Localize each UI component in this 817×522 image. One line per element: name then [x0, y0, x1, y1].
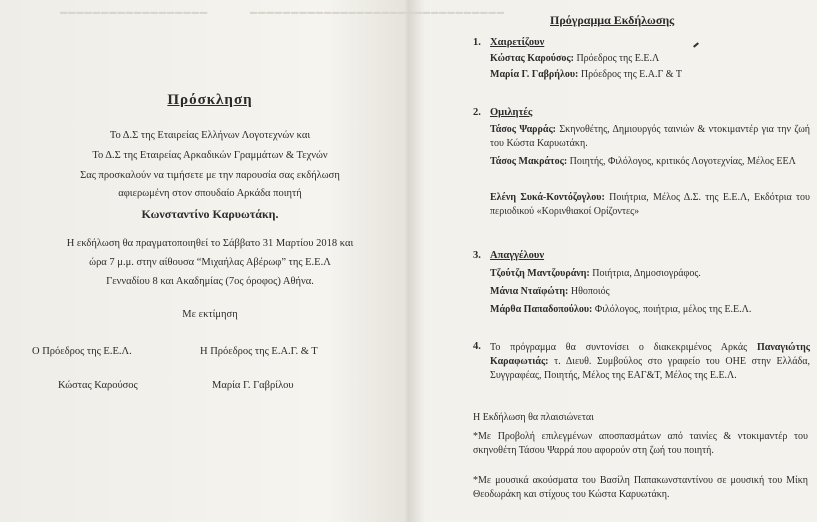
footer-line: *Με Προβολή επιλεγμένων αποσπασμάτων από ταινίες & ντοκιμαντέρ του σκηνοθέτη Τάσου Ψαρρά που αφορούν στη ζωή του ποιητή. [473, 431, 808, 456]
program-entry [490, 68, 810, 82]
pen-mark [693, 42, 699, 47]
invitation-title: Πρόσκληση [167, 92, 253, 108]
entry-name: Μάνια Νταϊφώτη: [490, 286, 569, 297]
intro-line: Σας προσκαλούν να τιμήσετε με την παρουσία σας εκδήλωση [80, 170, 340, 181]
section-heading: Χαιρετίζουν [490, 37, 545, 48]
signatory-name-2: Μαρία Γ. Γαβρίλου [212, 380, 294, 391]
signatory-role-2: Η Πρόεδρος της Ε.Α.Γ. & Τ [200, 346, 318, 357]
program-entry [490, 303, 810, 317]
intro-line: Το Δ.Σ της Εταιρείας Ελλήνων Λογοτεχνών και [109, 130, 311, 141]
coordinator-bio: τ. Διευθ. Συμβούλος στο γραφείο του ΟΗΕ στην Ελλάδα, Συγγραφέας, Ποιητής, Μέλος της ΕΑΓ&Τ, Μέλος της Ε.Ε.Λ. [490, 356, 810, 381]
intro-line: αφιερωμένη στον σπουδαίο Αρκάδα ποιητή [118, 188, 302, 199]
section-number: 4. [473, 341, 481, 352]
program-entry [490, 52, 810, 66]
program-entry [490, 155, 810, 169]
entry-text: Ποιήτρια, Μέλος Δ.Σ. της Ε.Ε.Λ, Εκδότρια του περιοδικού «Κορινθιακοί Ορίζοντες» [490, 192, 810, 217]
entry-text: Ηθοποιός [568, 286, 610, 297]
program-entry [490, 285, 810, 299]
footer-line: *Με μουσικά ακούσματα του Βασίλη Παπακωνσταντίνου σε μουσική του Μίκη Θεοδωράκη και στίχους του Κώστα Καρυωτάκη. [473, 475, 808, 500]
entry-text: Πρόεδρος της Ε.Ε.Λ [573, 53, 660, 64]
entry-name: Ελένη Συκά-Κοντόζογλου: [490, 192, 605, 203]
entry-text: Σκηνοθέτης, Δημιουργός ταινιών & ντοκιμαντέρ για την ζωή του Κώστα Καρυωτάκη. [490, 124, 810, 149]
event-line: Γενναδίου 8 και Ακαδημίας (7ος όροφος) Αθήνα. [106, 276, 314, 287]
program-entry [490, 267, 810, 281]
entry-text: Ποιήτρια, Δημοσιογράφος. [589, 268, 701, 279]
footer-line: Η Εκδήλωση θα πλαισιώνεται [473, 412, 594, 423]
show-through-right: ━━━━━━━━━━━━━━━━━━━━━━━━━━━━━━━ [250, 6, 505, 20]
entry-name: Κώστας Καρούσος: [490, 53, 574, 64]
program-entry [490, 191, 810, 219]
section-heading: Απαγγέλουν [490, 250, 545, 261]
entry-name: Τάσος Ψαρράς: [490, 124, 556, 135]
event-line: Η εκδήλωση θα πραγματοποιηθεί το Σάββατο 31 Μαρτίου 2018 και [66, 238, 354, 249]
signatory-role-1: Ο Πρόεδρος της Ε.Ε.Λ. [32, 346, 132, 357]
coordinator-name: Παναγιώτης Καραφωτιάς: [490, 342, 810, 367]
section-number: 3. [473, 250, 481, 261]
signatory-name-1: Κώστας Καρούσος [58, 380, 138, 391]
coordinator-text [490, 341, 810, 383]
section-heading: Ομιλητές [490, 107, 533, 118]
program-entry [490, 123, 810, 151]
program-title: Πρόγραμμα Εκδήλωσης [550, 13, 675, 27]
section-number: 1. [473, 37, 481, 48]
section-number: 2. [473, 107, 481, 118]
honoree-name: Κωνσταντίνο Καρυωτάκη. [141, 207, 279, 221]
entry-text: Φιλόλογος, ποιήτρια, μέλος της Ε.Ε.Λ. [592, 304, 752, 315]
entry-name: Μαρία Γ. Γαβρήλου: [490, 69, 579, 80]
entry-name: Τζούτζη Μαντζουράνη: [490, 268, 590, 279]
show-through-left: ━━━━━━━━━━━━━━━━━━ [60, 6, 209, 20]
coordinator-intro: Το πρόγραμμα θα συντονίσει ο διακεκριμένος Αρκάς [490, 342, 757, 353]
closing-line: Με εκτίμηση [182, 309, 238, 320]
entry-text: Ποιητής, Φιλόλογος, κριτικός Λογοτεχνίας, Μέλος ΕΕΛ [567, 156, 796, 167]
entry-name: Μάρθα Παπαδοπούλου: [490, 304, 593, 315]
event-line: ώρα 7 μ.μ. στην αίθουσα “Μιχαήλας Αβέρωφ” της Ε.Ε.Λ [89, 257, 331, 268]
entry-text: Πρόεδρος της Ε.Α.Γ & Τ [578, 69, 682, 80]
entry-name: Τάσος Μακράτος: [490, 156, 568, 167]
intro-line: Το Δ.Σ της Εταιρείας Αρκαδικών Γραμμάτων & Τεχνών [92, 150, 328, 161]
